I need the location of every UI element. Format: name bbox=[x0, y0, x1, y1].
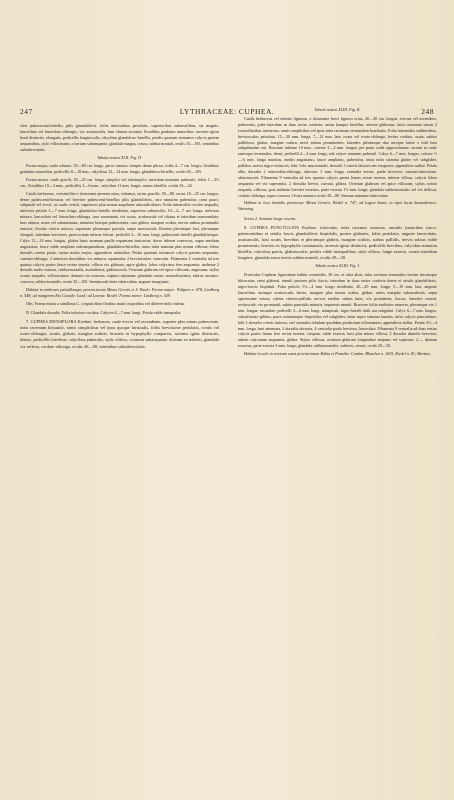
left-plate-reference: Tabula nostra XLII. Fig. II. bbox=[97, 154, 142, 160]
left-paragraph: Caulis herbaceus, verisimiliter e rhizomate perenni ortus, robustus, rarius gracilis, 50—80, rarius 18—25 cm. longus, dense pubescenti-hirsutus vel breviter pubescenti-hirtellus pilis glanduliferis, raro minutim puberulus; rami pauci, subpatuli vel erecti, ut caulis vestiti, superiores plus minus ampliatae subcauliculares. Folia internodiis circiter aequalia, inferiora petiolo 1—7 mm. longo, glanduloso-hirtello insidentia, superiora subsessilia; 10—4—7 cm. longa, inferiora minora, lanceolata vel lanceolato-oblonga, raro acuminata, vix acuta, acutiuscula vel obtusa et interdum mucronulata, basi obtusa, acuta vel subattenuata, minutim laxeque pubescentia, raro glabra, margine scabra, nervis subtus prominulis remotis; floralia ceteris minora, supremae plerumque parvula, saepe macroscula. Racemi plerumque laxi, plerumque elongati, interdum breviores, praecocitate inferne foliosi; pedicelli 3—10 mm. longi, pubescenti-hirtelli glanduliferique. Calyx 11—14 mm. longus, glabra basis nonnum paullo expansam instructus, dorso inferne convexus, supra medium angustatus, fauce valde ampliata subcampanulatus, glanduloso-hirtellus, intus infra stamina plus minus villosus; lobus dorsalis ceteris paulo, varius multo major; appendices subnullae. Petala quartam tertiamve calycis partem aequantia, cuneato-oblonga, 2 anteriora dorsalibus vix minora; squamulae 2 breviusculae, truncatae. Filamenta 2 ventralia ad tres quartas calycis partes fauce rectae inserta, villosa vix glabrata, apice glabra, lobos calycinos fere aequantia; antherae 2 dorsalis multo minora, subhorizontalis, ascendentia, glabriuscula. Ovarium glabrum vel apice villosum, angustum; stylus ovario aequalis, villosissimus, domum vix exsertus; stigma capitatum; glandula crassa, semiorbicularis, subtus carinato-convexa, subhorizontalis; ovula 33—105. Semina sub lente tuberculata, anguste marginata. bbox=[20, 190, 219, 285]
right-text-column bbox=[238, 105, 437, 773]
page-number-left: 247 bbox=[20, 107, 33, 116]
left-paragraph: viter puberacenti-hirtello, pilis glanduliferis. foliis inferioribus petiolatis, superioribus subsessilibus, sat magnis, lanceolato vel lanceolato-oblongis, vix acutiusculis, basi obtusis arcuatis; floralibus gradatim minoribus, racemis igitur haud distinctis, elongatis, pedicellis longiusculis, calycibus glanduloso-hirtellis, petalis quartam tertiamve calycis partem aequantibus, stylo villosissimo, ovarium subaequante, glandula magna, crassa, subhorizontali, ovulis 33—105, seminibus subtuberculatis. bbox=[20, 123, 219, 152]
left-paragraph: Forma major, caule robusto, 50—80 cm. longo, parce ramoso, semper dense piloso, foliis 4—7 cm. longis, floralibus gradatim minoribus, pedicellis 8—10 mm., calycibus 12—14 mm. longis, glanduloso-hirtellis, ovulis 65—105. bbox=[20, 163, 219, 175]
left-species-heading: 7. CUPHEA DENSIFLORA Koehne: herbacea, caule erecto vel ascendente, superne plus minus pubescente, infra racemum hirsutulo, ramis simplicibus vel ipsis quoque hirsutulis, foliis brevissime petiolatis, ovatis vel ovato-oblongis, acutis, glabris, margine scabris, bracteis in hypophyllo compactis, racemis igitur distinctis, densis, pedicellis brevibus, calycibus puberulis, stylo villoso, ovarium subaequante, dorsum ex mberto, glandula vix reflexa, cordato-oblonga, ovulis 40—80, seminibus subtuberculatis. bbox=[20, 319, 219, 349]
left-text-column bbox=[20, 123, 219, 671]
left-paragraph: Obs. Forma minor a simillima C. crispuloflora floribus multo majoribus vel differre mihi videtur. bbox=[26, 300, 186, 306]
right-habitat-note: Habitat in loco humidis provinciae Minas Geraës: Riedel n. 747; ad Lagoa Santa, in vipis locus Saumidoners: Warming. bbox=[238, 200, 437, 212]
right-species-heading: 8. CUPHEA PUNCTULATA Koehne: fruticulus, infra racemos ramosus, ramulis junioribus fusco-pubescentibus et setulis fuscis glanduliferis hispidulis, postea glabratis, foliis petiolatis, anguste lanceolatis, acutiusculis, basi acutis, brevibus et plerumque glabris, margine scabris, subtus pallidis, nervis subtus valde prominentis, bracteis in hypophyllo commutatis, racemis igitur distinctis, pedicellis brevibus, calycibus minutim hirtellis, calycibus parvis, glabriusculis, petalis valde inaequalibus, stylo villoso, longe exserto, ovario interdum longiore, glandula tenui teretis subhorizontali, ovulis 29—50. bbox=[238, 224, 437, 261]
right-paragraph: Fruticulus Cupheae lignosimae habitu consimilis, 30 cm. et ultra altus, infra racemos terminales iterum furcatoque bifurcatus; rami glabrati, ramuli juniores pilis fuscis, interdum in duas series conferta dense et setulis glanduliferis, nigro-fuscis hispiduli. Folia petiolo 1½—4 mm. longo insidentia, 20—45 mm. longa, 5—10 mm. lata, anguste lanceolata, utrinque acutiuscula, laevia, margine plus minus scabra, glabra, raries margine subsacabrula, supra sparsissime setosa, subtus cinereo-pallida; nervus medius subtus latus, vix prominens, fuscus, laterales remoti, rectiuscule, vix prominuli, subtus punctulis minutis, impressis muniti. Bracteae foliis multoties minores, plerumque vix 1 mm. longae, secundae; pedicelli 3—6 mm. longi, subapicali, nigro-hirtelli dulli aut subglabri. Calyx 6—7 mm. longus, subcalcarato-gibbus, parce minutimque hispidulus vel subglaber, intus supra stamina lanatus, infra calycis punctulatus; lobi 2 dorsales ceteris latiores, sed ventrales lobulum quoddam productum efformantes; appendices nullae. Petala 3½—4 mm. longa, basi attenuata, 2 dorsalia obovata, 4 ventralia paulo breviora, lanceolata. Filamenta 9 ventralia ad duas tertias calycis partes lineas fere rectae inserta, crispata, valde exserta, basi plus minus villosa; 2 dorsalia dimidio breviora, tubum calycinum aequantia, glabra. Stylus villosus, ovarium glabrum longitudine aequans vel superans, 2—, demum exsertus, parte exserta 3 mm. longa; glandula subhorizontalis, subteres, tenuis; ovula 29—50. bbox=[238, 272, 437, 349]
right-plate-reference: Tabula nostra XLIII. Fig. II. bbox=[314, 107, 361, 112]
page-number-right: 248 bbox=[421, 107, 434, 116]
right-habitat-note: Series 2. Seminia longe exserta. bbox=[244, 216, 297, 221]
right-paragraph: Caulis herbaceus vel inferne lignosus, e rhizomate brevi lignoso ortus, 20—30 cm. longus, erectus vel ascendens, pubescens, pube interdum in duas series conferta, rarius hamper birtellus, inferne glabratus, infra racemum tenuis 2 extraxillaribus instructus; ramis simplicibus vel ipsis infra racemum terminalem brachiatis. Folia internodiis subbrevibus, breviusculus petiolata, 15—30 mm. longa, 7—12 mm. lata, ovata vel ovato-oblonga, leviter cordata, acuta, subtus pallidiora, glabra, margine scabra; nervi subtus prominentes, laterales plerumque duo utroque latere e folii basi subpalmatim orti. Bracteae infimae 10 mm., ceterae 3—2 mm. longae, per paria valde approximatae; racemi in caule ramisque terminales, densi; pedicelli 2—4 mm. longi, sub calyce minutim puberuli. Calyx 6—7 mm. longus, calcare ½—¾ mm. longo munitus, medio angustatus, fauce ampliatus, puberulus, intus infra stamina glaber vel subglaber, pallidus, nervis nigro-violaceis; lobi: lobi, mucronulati, dorsalis 3 ceteris latiores nec longiores; appendices nullae. Petala alba, dorsalia 2 subcordato-oblonga, obovata, 3 mm. longa, ventralia erecta, paulo breviora, cuneato-lanceolata, obtusiuscula. Filamenta 9 ventralia ad tres quartas calycis partes lineas rectae inserta, inferne villosa, calycis lobos aequantia vel vix superantia, 2 dorsalia brevia, curvata, glabra. Ovarium glabrum vel apice villosum; stylus ovario aequalis, villosus, post anthesin breviter exsertus, parte exserta 1½ mm. longa; glandula subhorizontalis vel vix deflexa, cordato-oblonga, supra concava. Ovula numero ovula 40—80. Semina minutim tuberculata. bbox=[238, 115, 437, 198]
right-habitat-note: Habitat in solo in rivorum saxis provinciarum Bahia et Paraiba: Cardan, Blanchet n. 1635, Riedel n. 81, Martius. bbox=[244, 350, 431, 356]
right-plate-reference: Tabula nostra XLIII. Fig. I. bbox=[315, 263, 360, 269]
left-paragraph: D. Glandula dorsalis. Folia inferiore cordata. Calyces 6—7 mm. longi. Petala valde inaequalia. bbox=[26, 310, 182, 316]
left-habitat-note: Habitat in umbrosis paludibusque provinciarum Minas Geraës et S. Paulo. Forma major: Widgren n. 478, Lindberg n. 548; ad marginem Rio Grande; Lund; ad Lorena: Riedel. Forma minor: Lindberg n. 549. bbox=[20, 286, 219, 298]
left-paragraph: Forma minor, caule gracili, 18—25 cm. longo, simplici vel subsimplici, interdum minutim puberulo, foliis 1—3½ cm., floralibus 10—3 mm., pedicellis 3—6 mm., calycibus 11 mm. longis, minus hirtellis, ovulis 33—44. bbox=[20, 177, 219, 188]
running-title: LYTHRACEAE: CUPHEA. bbox=[179, 107, 275, 116]
